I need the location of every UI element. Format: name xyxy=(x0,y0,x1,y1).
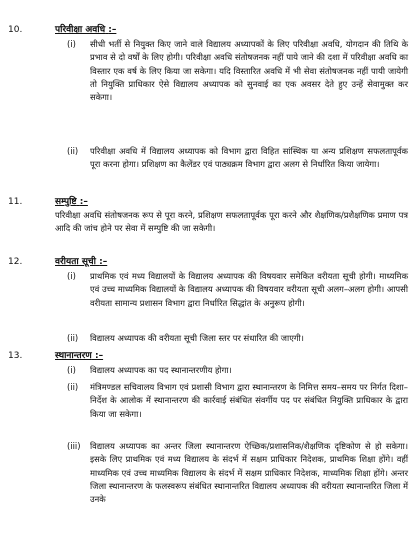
item-number: (i) xyxy=(67,365,76,375)
item-number: (i) xyxy=(67,271,76,281)
item-number: (ii) xyxy=(67,382,79,392)
item-text: विद्यालय अध्यापक का पद स्थानान्तरणीय होगा। xyxy=(90,365,232,375)
section-title-text: स्थानान्तरण xyxy=(55,351,92,361)
section-title-text: परिवीक्षा अवधि xyxy=(55,25,106,35)
section-title-text: वरीयता सूची xyxy=(55,257,96,267)
item-number: (iii) xyxy=(67,441,81,451)
item-text: विद्यालय अध्यापक की वरीयता सूची जिला स्तर पर संधारित की जाएगी। xyxy=(90,333,304,343)
section-title xyxy=(55,256,107,269)
section-title xyxy=(55,196,88,209)
section-number: 13. xyxy=(8,351,23,361)
section-title-sep: :– xyxy=(94,351,104,361)
section-number: 10. xyxy=(8,25,23,35)
item-text: विद्यालय अध्यापक का अन्तर जिला स्थानान्तरण ऐच्छिक/प्रशासनिक/शैक्षणिक दृष्टिकोण से हो सकेगा। इसके लिए प्राथमिक एवं मध्य विद्यालय के संदर्भ में सक्षम प्राधिकार निदेशक, प्राथमिक शिक्षा होंगे। वहीं माध्यमिक एवं उच्च माध्यमिक विद्यालय के संदर्भ में सक्षम प्राधिकार निदेशक, माध्यमिक शिक्षा होंगे। अन्तर जिला स्थानान्तरण के फलस्वरूप संबंधित स्थानान्तरित विद्यालय अध्यापक की वरीयता स्थानान्तरित जिला में उनके xyxy=(90,441,408,505)
section-number: 11. xyxy=(8,197,23,207)
section-title xyxy=(55,350,103,363)
section-paragraph: परिवीक्षा अवधि संतोषजनक रूप से पूरा करने, प्रशिक्षण सफलतापूर्वक पूरा करने और शैक्षणिक/प्रशैक्षणिक प्रमाण पत्र आदि की जांच होने पर सेवा में सम्पुष्टि की जा सकेगी। xyxy=(55,210,408,234)
item-number: (ii) xyxy=(67,146,79,156)
item-text: सीधी भर्ती से नियुक्त किए जाने वाले विद्यालय अध्यापकों के लिए परिवीक्षा अवधि, योगदान की तिथि के प्रभाव से दो वर्षों के लिए होगी। परिवीक्षा अवधि संतोषजनक नहीं पाये जाने की दशा में परिवीक्षा अवधि का विस्तार एक वर्ष के लिए किया जा सकेगा। यदि विस्तारित अवधि में भी सेवा संतोषजनक नहीं पायी जायेगी तो नियुक्ति प्राधिकार ऐसे विद्यालय अध्यापक को सुनवाई का एक अवसर देते हुए उन्हें सेवामुक्त कर सकेगा। xyxy=(90,39,408,103)
item-text: परिवीक्षा अवधि में विद्यालय अध्यापक को विभाग द्वारा विहित सांस्थिक या अन्य प्रशिक्षण सफलतापूर्वक पूरा करना होगा। प्रशिक्षण का कैलेंडर एवं पाठ्यक्रम विभाग द्वारा अलग से निर्धारित किया जायेगा। xyxy=(90,146,408,170)
section-title-sep: :– xyxy=(79,197,88,207)
item-number: (i) xyxy=(67,39,76,49)
item-text: प्राथमिक एवं मध्य विद्यालयों के विद्यालय अध्यापक की विषयवार समेकित वरीयता सूची होगी। माध्यमिक एवं उच्च माध्यमिक विद्यालयों के विद्यालय अध्यापक की विषयवार वरीयता सूची अलग–अलग होगी। आपसी वरीयता सामान्य प्रशासन विभाग द्वारा निर्धारित सिद्धांत के अनुरूप होगी। xyxy=(90,271,408,308)
item-number: (ii) xyxy=(67,333,79,343)
section-title xyxy=(55,24,116,37)
section-title-sep: :– xyxy=(108,25,117,35)
item-text: मंत्रिमण्डल सचिवालय विभाग एवं प्रशासी विभाग द्वारा स्थानान्तरण के निमित्त समय–समय पर निर्गत दिशा–निर्देश के आलोक में स्थानान्तरण की कार्रवाई संबंधित संवर्गीय पद पर संबंधित नियुक्ति प्राधिकार के द्वारा किया जा सकेगा। xyxy=(90,382,408,419)
section-number: 12. xyxy=(8,257,23,267)
section-title-text: सम्पुष्टि xyxy=(55,197,77,207)
section-title-sep: :– xyxy=(99,257,108,267)
